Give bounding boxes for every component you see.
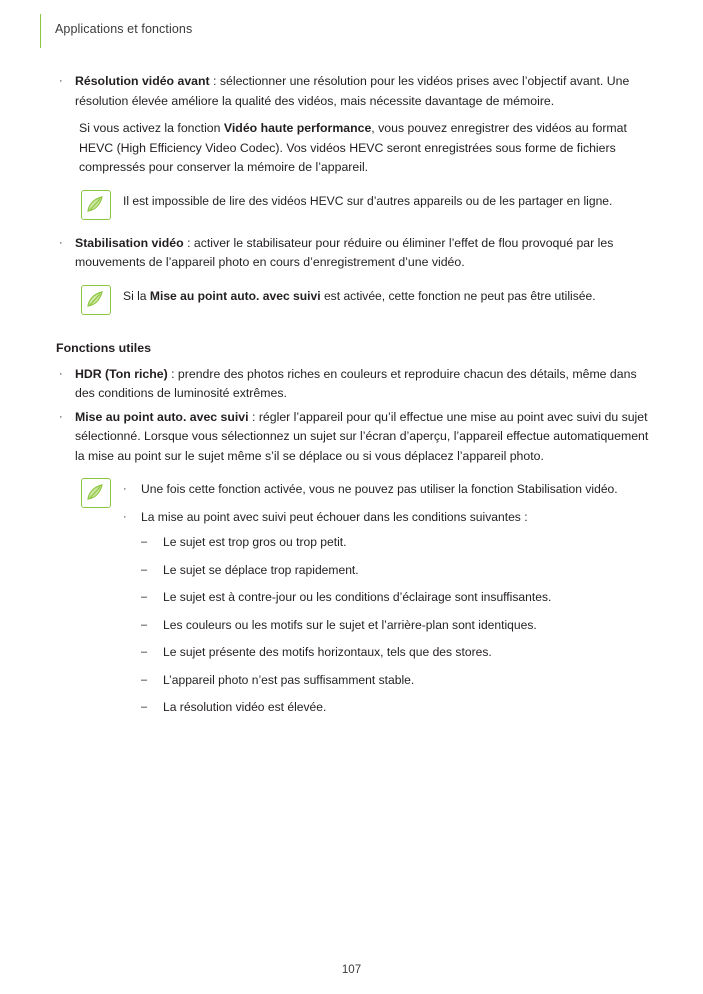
dash-marker: – bbox=[141, 591, 148, 603]
note-pencil-icon bbox=[81, 478, 111, 508]
list-item-lead: Stabilisation vidéo bbox=[75, 235, 184, 250]
list-item-text bbox=[75, 72, 655, 111]
page-content bbox=[55, 72, 655, 726]
list-item-text bbox=[75, 365, 655, 404]
dash-marker: – bbox=[141, 618, 148, 631]
paragraph-bold: Vidéo haute performance bbox=[223, 121, 372, 135]
list-item-lead: Résolution vidéo avant bbox=[75, 74, 210, 88]
dash-marker: – bbox=[141, 673, 148, 686]
sub-list-item-text: Le sujet est trop gros ou trop petit. bbox=[163, 535, 347, 549]
note-pencil-icon-glyph bbox=[86, 195, 105, 214]
list-item bbox=[123, 508, 656, 528]
list-item-text bbox=[75, 234, 655, 273]
bullet-marker: · bbox=[123, 483, 127, 495]
note-box bbox=[81, 285, 656, 315]
page-number: 107 bbox=[341, 964, 362, 976]
sub-list-item bbox=[141, 643, 656, 663]
note-part-1: Si la bbox=[123, 288, 150, 303]
sub-list-item-text: L’appareil photo n’est pas suffisamment stable. bbox=[163, 672, 415, 687]
paragraph bbox=[79, 119, 649, 178]
list-item-body: : activer le stabilisateur pour réduire ou éliminer l’effet de flou provoqué par les mouvements de l’appareil photo en cours d’enregistrement d’une vidéo. bbox=[75, 235, 614, 269]
sub-list-item-text: Le sujet présente des motifs horizontaux, tels que des stores. bbox=[163, 645, 492, 659]
bullet-marker: · bbox=[59, 410, 63, 423]
bullet-marker: · bbox=[59, 236, 63, 249]
list-item bbox=[55, 408, 655, 467]
list-item-text: Une fois cette fonction activée, vous ne pouvez pas utiliser la fonction Stabilisation vidéo. bbox=[141, 482, 618, 496]
note-pencil-icon-glyph bbox=[86, 483, 105, 502]
dash-marker: – bbox=[141, 646, 148, 658]
dash-marker: – bbox=[141, 701, 148, 713]
paragraph-part-2: , vous pouvez enregistrer des vidéos au format HEVC (High Efficiency Video Codec). Vos vidéos HEVC seront enregistrées sous forme de fichiers compressés pour conserver la mémoire de l’appareil. bbox=[79, 121, 627, 174]
bullet-marker: · bbox=[59, 75, 63, 87]
sub-list-item bbox=[141, 698, 656, 718]
note-pencil-icon-glyph bbox=[86, 290, 105, 309]
list-item-text: La mise au point avec suivi peut échouer dans les conditions suivantes : bbox=[141, 509, 528, 524]
list-item bbox=[123, 480, 656, 500]
sub-list-item bbox=[141, 533, 656, 553]
list-item bbox=[55, 234, 655, 273]
sub-list-item bbox=[141, 671, 656, 691]
sub-list-item-text: La résolution vidéo est élevée. bbox=[163, 700, 327, 714]
note-text bbox=[123, 285, 656, 307]
list-item-body: : régler l’appareil pour qu’il effectue une mise au point avec suivi du sujet sélectionné. Lorsque vous sélectionnez un sujet sur l’écran d’aperçu, l’appareil effectue automatiquement la mise au point sur le sujet même s’il se déplace ou si vous déplacez l’appareil photo. bbox=[75, 409, 649, 463]
spacer bbox=[55, 220, 655, 234]
note-box bbox=[81, 190, 656, 220]
note-box bbox=[81, 478, 656, 726]
list-item bbox=[55, 72, 655, 111]
list-item-body: : prendre des photos riches en couleurs et reproduire chacun des détails, même dans des conditions de luminosité extrêmes. bbox=[75, 366, 637, 400]
note-pencil-icon bbox=[81, 190, 111, 220]
note-bold: Mise au point auto. avec suivi bbox=[149, 288, 321, 303]
list-item-body: : sélectionner une résolution pour les vidéos prises avec l’objectif avant. Une résolution élevée améliore la qualité des vidéos, mais nécessite davantage de mémoire. bbox=[75, 74, 630, 108]
bullet-marker: · bbox=[123, 510, 127, 523]
bullet-marker: · bbox=[59, 367, 63, 380]
section-heading: Fonctions utiles bbox=[56, 340, 151, 355]
list-item-text bbox=[75, 408, 655, 467]
sub-list-item-text: Les couleurs ou les motifs sur le sujet et l’arrière-plan sont identiques. bbox=[163, 617, 537, 632]
list-item-lead: Mise au point auto. avec suivi bbox=[75, 409, 249, 424]
paragraph-part-1: Si vous activez la fonction bbox=[79, 121, 224, 135]
page-header-title: Applications et fonctions bbox=[55, 22, 193, 36]
note-text: Il est impossible de lire des vidéos HEVC sur d’autres appareils ou de les partager en ligne. bbox=[123, 193, 613, 208]
sub-list-item-text: Le sujet est à contre-jour ou les conditions d’éclairage sont insuffisantes. bbox=[163, 590, 552, 604]
header-accent-rule bbox=[40, 14, 41, 48]
note-list bbox=[123, 478, 656, 726]
dash-marker: – bbox=[141, 536, 148, 548]
list-item bbox=[55, 365, 655, 404]
note-part-2: est activée, cette fonction ne peut pas être utilisée. bbox=[320, 288, 596, 303]
sub-list-item bbox=[141, 588, 656, 608]
sub-list bbox=[141, 533, 656, 718]
list-item-lead: HDR (Ton riche) bbox=[75, 366, 168, 381]
sub-list-item bbox=[141, 561, 656, 581]
sub-list-item-text: Le sujet se déplace trop rapidement. bbox=[163, 562, 359, 577]
dash-marker: – bbox=[141, 563, 148, 576]
sub-list-item bbox=[141, 616, 656, 636]
note-pencil-icon bbox=[81, 285, 111, 315]
